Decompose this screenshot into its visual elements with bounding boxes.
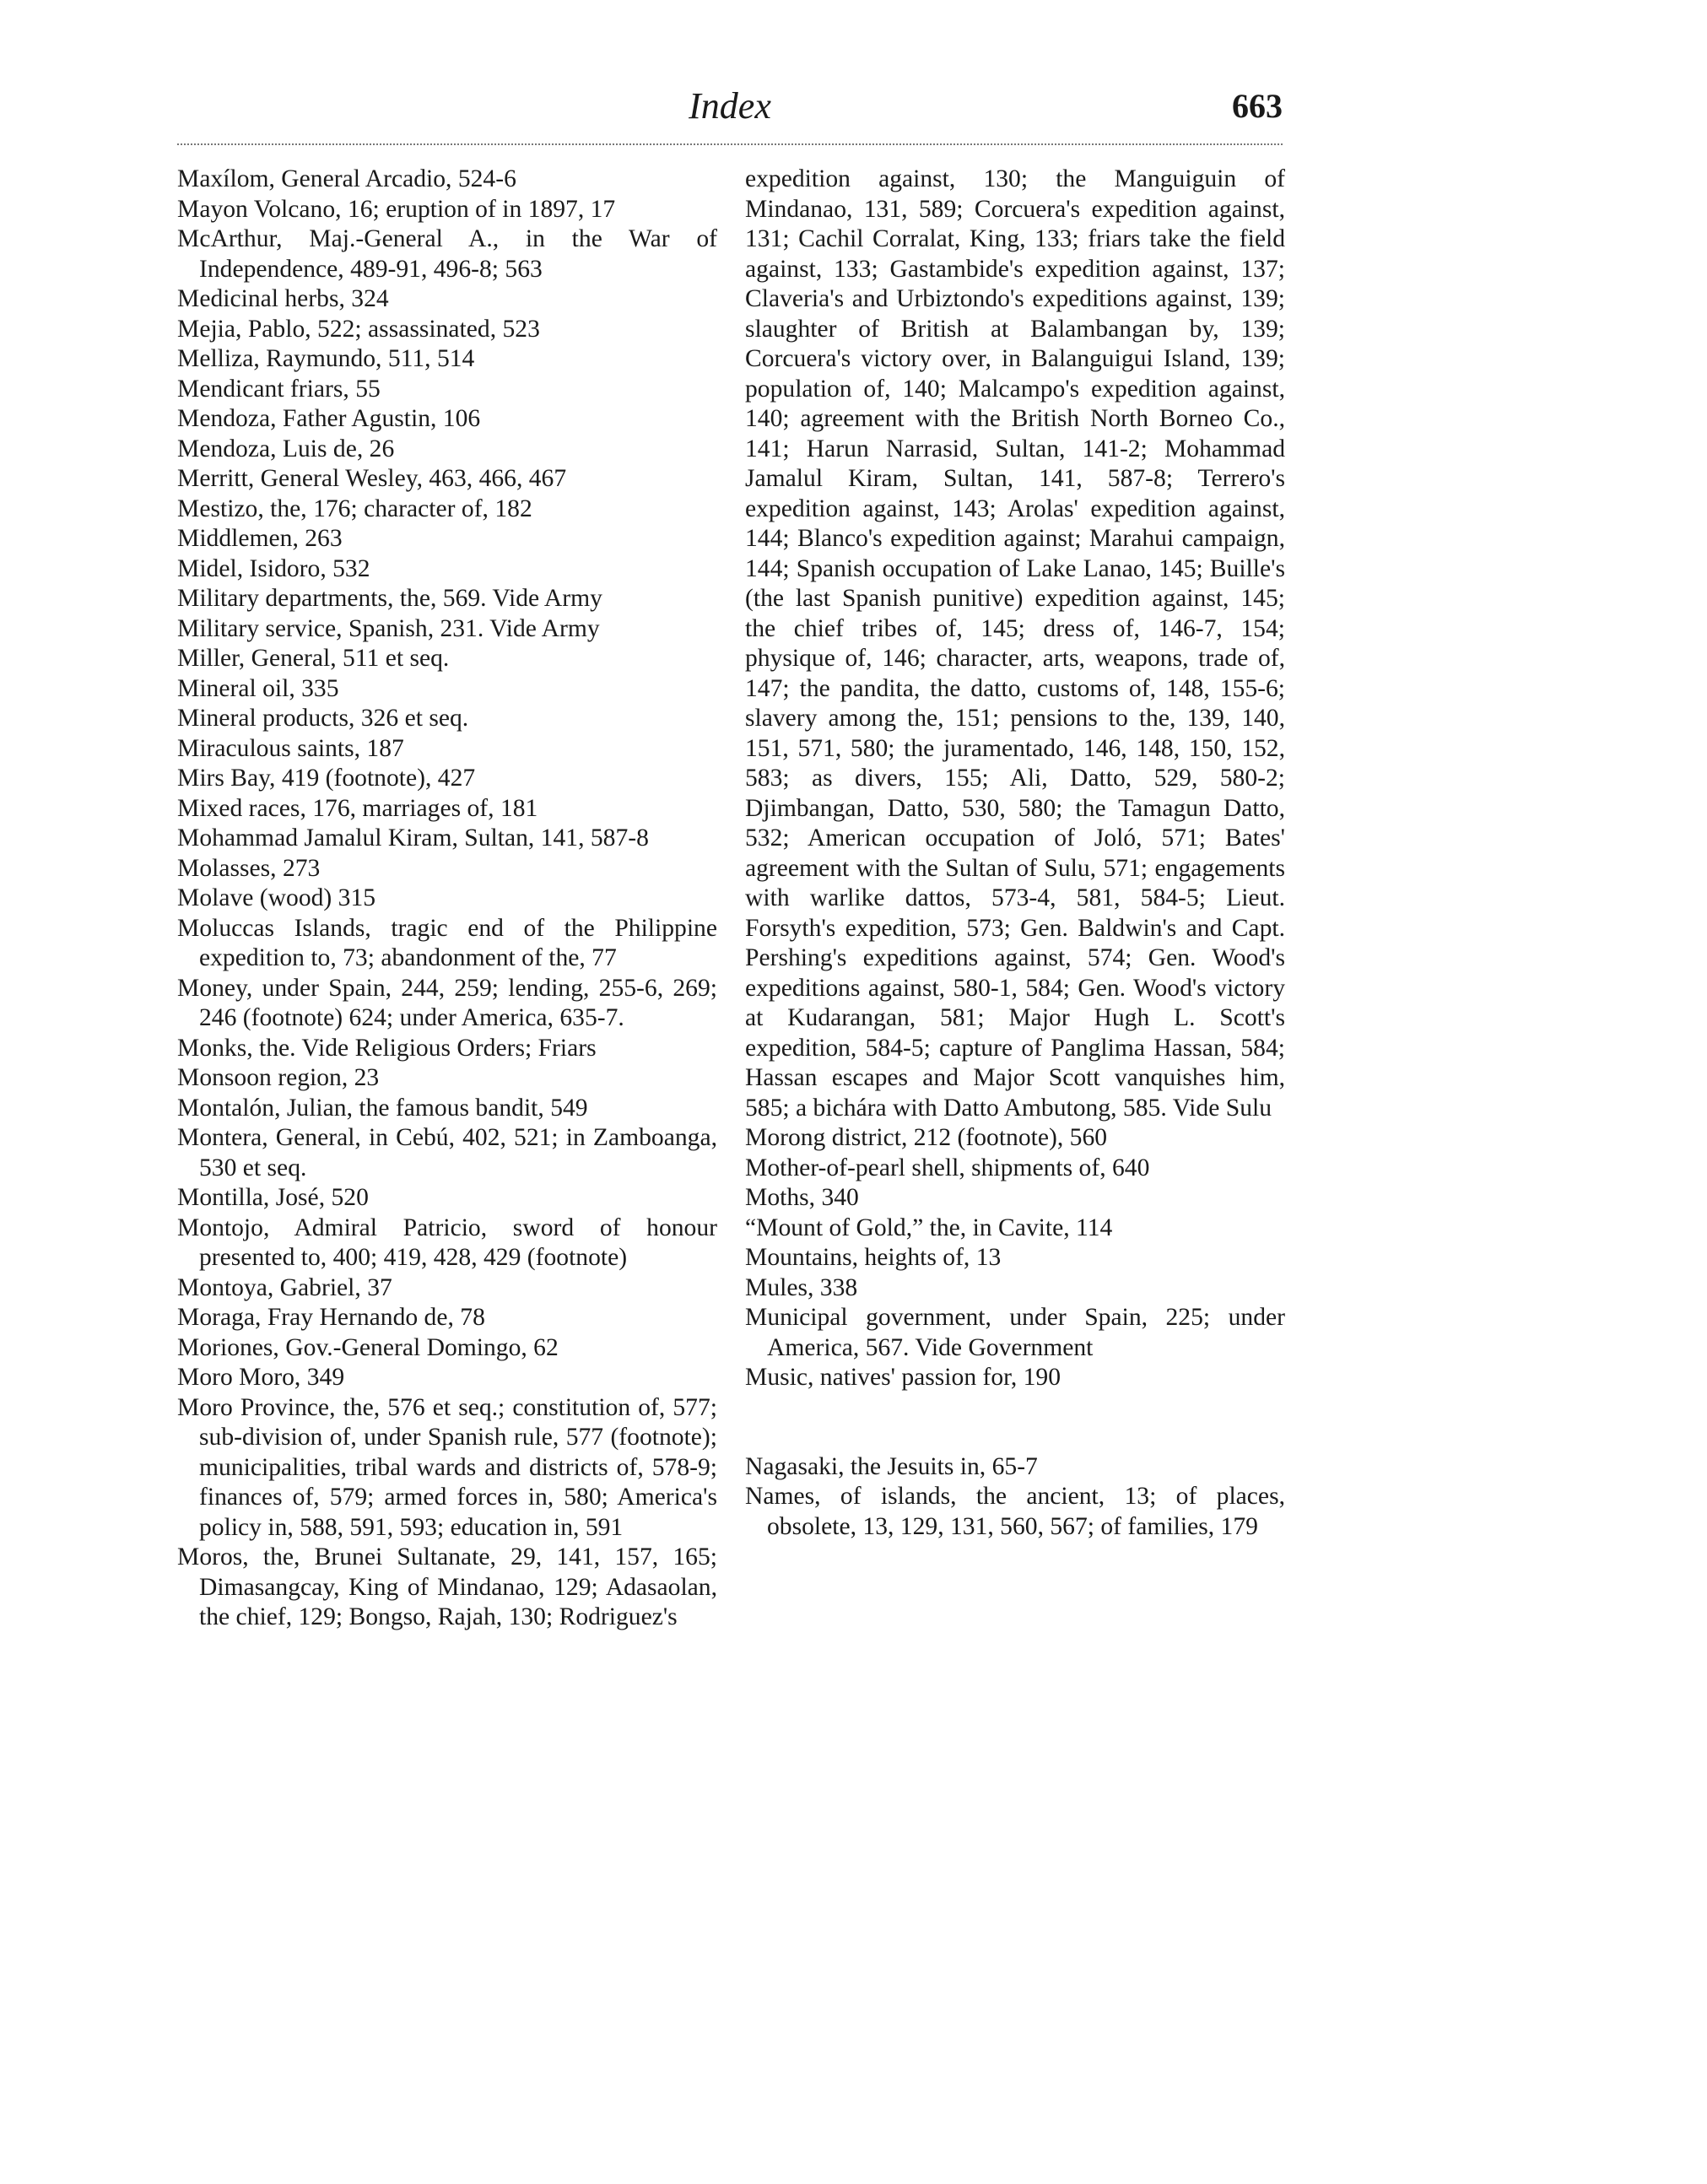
index-entry: Moro Province, the, 576 et seq.; constitution of, 577; sub-division of, under Spanish rule, 577 (footnote); municipalities, tribal wards and districts of, 578-9; finances of, 579; armed forces in, 580; America's policy in, 588, 591, 593; education in, 591 (177, 1393, 717, 1541)
index-entry: Mineral products, 326 et seq. (177, 705, 469, 732)
index-entry: McArthur, Maj.-General A., in the War of Independence, 489-91, 496-8; 563 (177, 225, 717, 283)
index-entry: Mendicant friars, 55 (177, 375, 381, 403)
index-entry: Moraga, Fray Hernando de, 78 (177, 1304, 485, 1331)
index-entry: Mineral oil, 335 (177, 674, 339, 702)
index-entry-continuation: expedition against, 130; the Manguiguin of Mindanao, 131, 589; Corcuera's expedition against, 131; Cachil Corralat, King, 133; friars take the field against, 133; Gastambide's expedition against, 137; Claveria's and Urbiztondo's expeditions against, 139; slaughter of British at Balambangan by, 139; Corcuera's victory over, in Balanguigui Island, 139; population of, 140; Malcampo's expedition against, 140; agreement with the British North Borneo Co., 141; Harun Narrasid, Sultan, 141-2; Mohammad Jamalul Kiram, Sultan, 141, 587-8; Terrero's expedition against, 143; Arolas' expedition against, 144; Blanco's expedition against; Marahui campaign, 144; Spanish occupation of Lake Lanao, 145; Buille's (the last Spanish punitive) expedition against, 145; the chief tribes of, 145; dress of, 146-7, 154; physique of, 146; character, arts, weapons, trade of, 147; the pandita, the datto, customs of, 148, 155-6; slavery among the, 151; pensions to the, 139, 140, 151, 571, 580; the juramentado, 146, 148, 150, 152, 583; as divers, 155; Ali, Datto, 529, 580-2; Djimbangan, Datto, 530, 580; the Tamagun Datto, 532; American occupation of Joló, 571; Bates' agreement with the Sultan of Sulu, 571; engagements with warlike dattos, 573-4, 581, 584-5; Lieut. Forsyth's expedition, 573; Gen. Baldwin's and Capt. Pershing's expeditions against, 574; Gen. Wood's expeditions against, 580-1, 584; Gen. Wood's victory at Kudarangan, 581; Major Hugh L. Scott's expedition, 584-5; capture of Panglima Hassan, 584; Hassan escapes and Major Scott vanquishes him, 585; a bichára with Datto Ambutong, 585. Vide Sulu (745, 165, 1285, 1122)
index-entry: “Mount of Gold,” the, in Cavite, 114 (745, 1214, 1113, 1241)
index-entry: Montalón, Julian, the famous bandit, 549 (177, 1094, 588, 1122)
index-entry: Mules, 338 (745, 1273, 858, 1301)
index-entry: Midel, Isidoro, 532 (177, 554, 370, 582)
index-entry: Mixed races, 176, marriages of, 181 (177, 794, 538, 822)
index-entry: Monks, the. Vide Religious Orders; Friars (177, 1034, 597, 1062)
index-entry: Monsoon region, 23 (177, 1064, 380, 1091)
index-entry: Mendoza, Luis de, 26 (177, 435, 395, 462)
header-rule (177, 143, 1283, 145)
index-column-right (745, 165, 1285, 1542)
index-entry: Merritt, General Wesley, 463, 466, 467 (177, 465, 567, 492)
index-entry: Montojo, Admiral Patricio, sword of honour presented to, 400; 419, 428, 429 (footnote) (177, 1214, 717, 1271)
index-entry: Miraculous saints, 187 (177, 734, 404, 762)
index-entry: Mountains, heights of, 13 (745, 1244, 1002, 1271)
index-entry: Mayon Volcano, 16; eruption of in 1897, 17 (177, 195, 616, 223)
index-entry: Nagasaki, the Jesuits in, 65-7 (745, 1452, 1038, 1480)
running-title: Index (689, 85, 771, 127)
index-entry: Morong district, 212 (footnote), 560 (745, 1124, 1108, 1151)
index-entry: Money, under Spain, 244, 259; lending, 255-6, 269; 246 (footnote) 624; under America, 635-7. (177, 974, 717, 1031)
index-entry: Maxílom, General Arcadio, 524-6 (177, 165, 516, 192)
index-entry: Moluccas Islands, tragic end of the Philippine expedition to, 73; abandonment of the, 77 (177, 914, 717, 971)
index-entry: Molasses, 273 (177, 854, 321, 882)
index-entry: Moro Moro, 349 (177, 1364, 345, 1391)
index-entry: Montilla, José, 520 (177, 1184, 369, 1211)
index-entry: Medicinal herbs, 324 (177, 285, 389, 312)
index-column-left (177, 165, 717, 1633)
index-entry: Names, of islands, the ancient, 13; of places, obsolete, 13, 129, 131, 560, 567; of families, 179 (745, 1483, 1285, 1540)
index-entry: Mohammad Jamalul Kiram, Sultan, 141, 587-8 (177, 824, 649, 851)
index-entry: Moros, the, Brunei Sultanate, 29, 141, 157, 165; Dimasangcay, King of Mindanao, 129; Adasaolan, the chief, 129; Bongso, Rajah, 130; Rodriguez's (177, 1543, 717, 1630)
index-entry: Municipal government, under Spain, 225; under America, 567. Vide Government (745, 1304, 1285, 1361)
index-entry: Mother-of-pearl shell, shipments of, 640 (745, 1154, 1150, 1181)
index-entry: Miller, General, 511 et seq. (177, 645, 450, 672)
index-entry: Middlemen, 263 (177, 525, 343, 552)
page-number: 663 (1232, 87, 1283, 125)
index-entry: Moriones, Gov.-General Domingo, 62 (177, 1333, 559, 1361)
page-header (177, 84, 1283, 135)
index-entry: Military service, Spanish, 231. Vide Army (177, 614, 600, 642)
index-entry: Molave (wood) 315 (177, 884, 376, 911)
index-entry: Mirs Bay, 419 (footnote), 427 (177, 765, 476, 792)
index-entry: Military departments, the, 569. Vide Army (177, 585, 602, 612)
index-entry: Moths, 340 (745, 1184, 859, 1211)
index-entry: Mejia, Pablo, 522; assassinated, 523 (177, 315, 540, 343)
index-entry: Mestizo, the, 176; character of, 182 (177, 495, 532, 522)
index-entry: Melliza, Raymundo, 511, 514 (177, 345, 475, 372)
index-entry: Montoya, Gabriel, 37 (177, 1273, 392, 1301)
index-entry: Mendoza, Father Agustin, 106 (177, 405, 481, 432)
index-entry: Music, natives' passion for, 190 (745, 1364, 1061, 1391)
index-entry: Montera, General, in Cebú, 402, 521; in Zamboanga, 530 et seq. (177, 1124, 717, 1181)
